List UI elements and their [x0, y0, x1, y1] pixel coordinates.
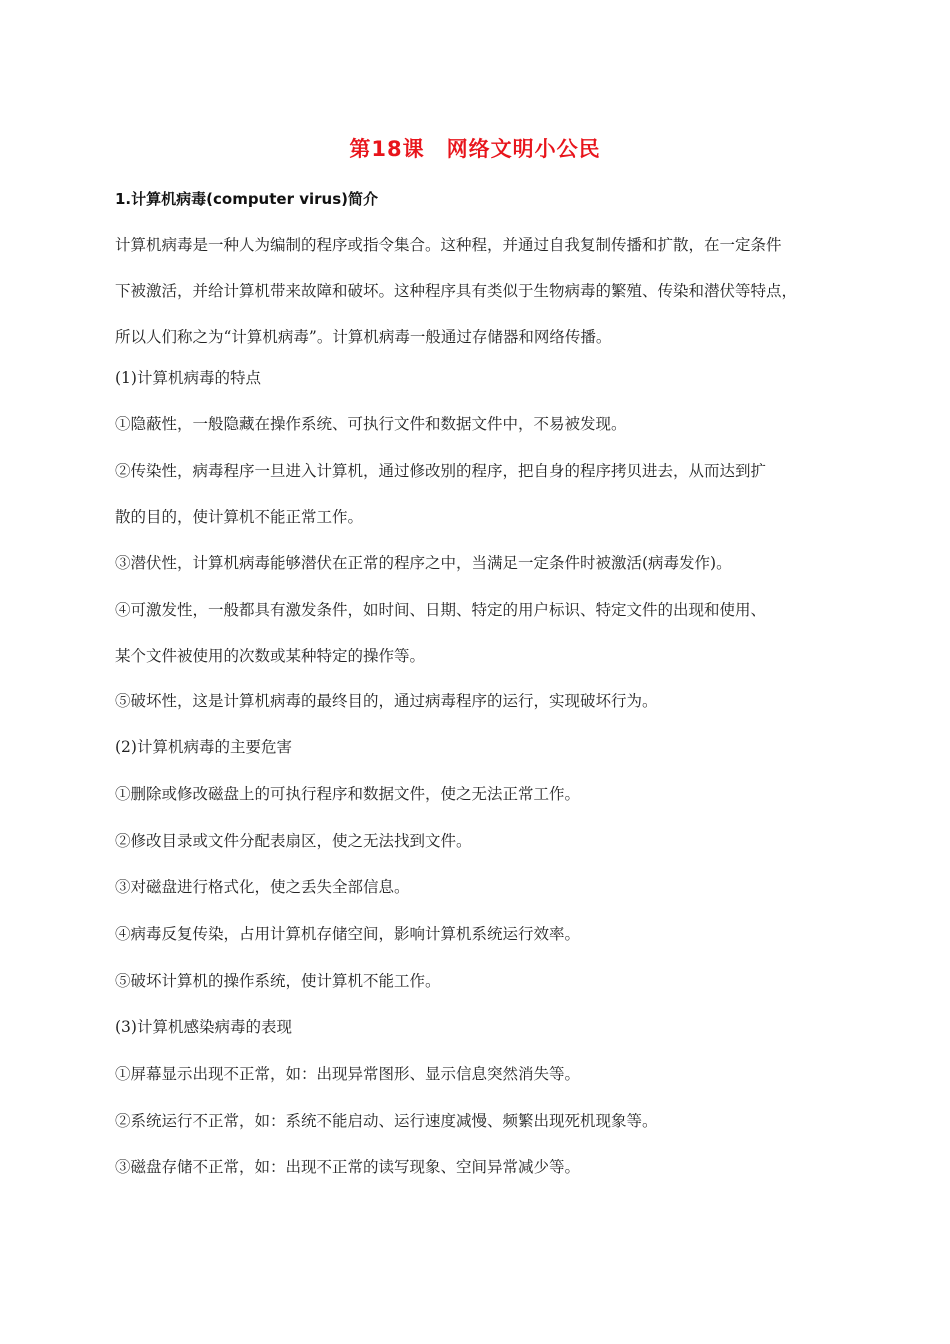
- list-item: [115, 678, 845, 724]
- list-item: [115, 958, 845, 1004]
- list-item-text: ⑤破坏计算机的操作系统，使计算机不能工作。: [115, 972, 441, 990]
- list-item-text: 散的目的，使计算机不能正常工作。: [115, 508, 364, 526]
- list-item-text: ②传染性，病毒程序一旦进入计算机，通过修改别的程序，把自身的程序拷贝进去，从而达到扩: [115, 462, 767, 480]
- list-item-text: ①隐蔽性，一般隐藏在操作系统、可执行文件和数据文件中，不易被发现。: [115, 415, 627, 433]
- list-item: [115, 771, 845, 817]
- list-item: [115, 448, 845, 540]
- list-item-text: ①屏幕显示出现不正常，如：出现异常图形、显示信息突然消失等。: [115, 1065, 581, 1083]
- subheading-harms: [115, 724, 845, 770]
- intro-paragraph: [115, 222, 845, 360]
- list-item: [115, 818, 845, 864]
- list-item-text: ①删除或修改磁盘上的可执行程序和数据文件，使之无法正常工作。: [115, 785, 581, 803]
- list-item: [115, 587, 845, 679]
- list-item-text: ③磁盘存储不正常，如：出现不正常的读写现象、空间异常减少等。: [115, 1158, 581, 1176]
- list-item-text: ⑤破坏性，这是计算机病毒的最终目的，通过病毒程序的运行，实现破坏行为。: [115, 692, 658, 710]
- list-item-text: ②系统运行不正常，如：系统不能启动、运行速度减慢、频繁出现死机现象等。: [115, 1112, 658, 1130]
- list-item-text: ②修改目录或文件分配表扇区，使之无法找到文件。: [115, 832, 472, 850]
- list-item-text: ④可激发性，一般都具有激发条件，如时间、日期、特定的用户标识、特定文件的出现和使用、: [115, 601, 767, 619]
- lesson-number: 第18课: [349, 137, 425, 161]
- list-item-text: ③潜伏性，计算机病毒能够潜伏在正常的程序之中，当满足一定条件时被激活(病毒发作)。: [115, 554, 732, 572]
- paragraph-line: 计算机病毒是一种人为编制的程序或指令集合。这种程，并通过自我复制传播和扩散，在一定条件: [115, 236, 782, 254]
- subheading-text: (1)计算机病毒的特点: [115, 369, 261, 387]
- subheading-text: (3)计算机感染病毒的表现: [115, 1018, 292, 1036]
- list-item-text: 某个文件被使用的次数或某种特定的操作等。: [115, 647, 426, 665]
- subheading-symptoms: [115, 1004, 845, 1050]
- list-item: [115, 1144, 845, 1190]
- list-item-text: ③对磁盘进行格式化，使之丢失全部信息。: [115, 878, 410, 896]
- section-heading: 1.计算机病毒(computer virus)简介: [115, 190, 378, 208]
- list-item: [115, 1098, 845, 1144]
- list-item: [115, 911, 845, 957]
- page-title: [0, 133, 950, 163]
- list-item: [115, 864, 845, 910]
- paragraph-line: 所以人们称之为“计算机病毒”。计算机病毒一般通过存储器和网络传播。: [115, 328, 612, 346]
- subheading-characteristics: [115, 355, 845, 401]
- list-item: [115, 540, 845, 586]
- paragraph-line: 下被激活，并给计算机带来故障和破坏。这种程序具有类似于生物病毒的繁殖、传染和潜伏等特点，: [115, 282, 798, 300]
- list-item: [115, 401, 845, 447]
- lesson-name: 网络文明小公民: [446, 137, 601, 161]
- subheading-text: (2)计算机病毒的主要危害: [115, 738, 292, 756]
- list-item: [115, 1051, 845, 1097]
- list-item-text: ④病毒反复传染，占用计算机存储空间，影响计算机系统运行效率。: [115, 925, 581, 943]
